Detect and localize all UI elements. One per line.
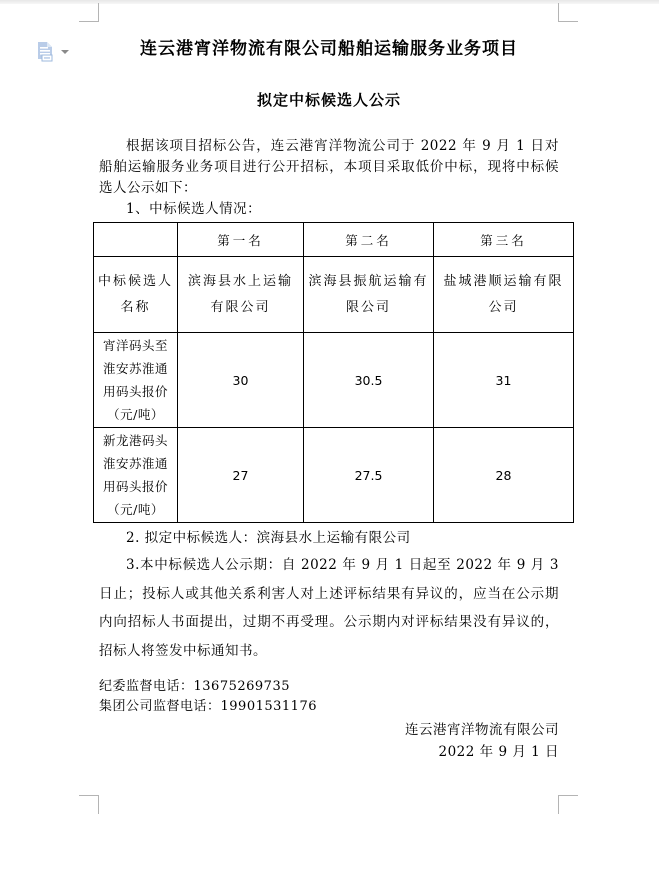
- header-cell-rank3: 第三名: [434, 223, 574, 257]
- row-label-candidate-name: 中标候选人名称: [94, 257, 178, 333]
- phone-group-line: 集团公司监督电话：19901531176: [99, 698, 317, 714]
- header-cell-rank1: 第一名: [178, 223, 304, 257]
- price-xiaoyang-1: 30: [178, 333, 304, 428]
- item1-heading: 1、中标候选人情况：: [126, 201, 262, 217]
- table-row-price-xiaoyang: [94, 333, 574, 428]
- price-xiaoyang-2: 30.5: [304, 333, 434, 428]
- price-xinlonggang-3: 28: [434, 428, 574, 523]
- phone-discipline-line: 纪委监督电话：13675269735: [99, 679, 290, 694]
- candidate-2-name: 滨海县振航运输有限公司: [304, 257, 434, 333]
- header-cell-blank: [94, 223, 178, 257]
- crop-mark-bottom-left: [79, 795, 99, 814]
- dropdown-arrow-icon[interactable]: [61, 50, 69, 54]
- row-label-xiaoyang-price: 宵洋码头至淮安苏淮通用码头报价（元/吨）: [94, 333, 178, 428]
- table-row-price-xinlonggang: [94, 428, 574, 523]
- crop-mark-top-right: [558, 3, 578, 22]
- price-xinlonggang-1: 27: [178, 428, 304, 523]
- candidate-3-name: 盐城港顺运输有限公司: [434, 257, 574, 333]
- row-label-xinlonggang-price: 新龙港码头淮安苏淮通用码头报价（元/吨）: [94, 428, 178, 523]
- crop-mark-top-left: [79, 3, 99, 22]
- paste-options-button[interactable]: [37, 41, 69, 66]
- item3-paragraph: 3.本中标候选人公示期：自 2022 年 9 月 1 日起至 2022 年 9 月 3 日止；投标人或其他关系利害人对上述评标结果有异议的，应当在公示期内向招标人书面提出，过期不再受理。公示期内对评标结果没有异议的，招标人将签发中标通知书。: [99, 557, 559, 659]
- table-row-names: [94, 257, 574, 333]
- price-xiaoyang-3: 31: [434, 333, 574, 428]
- crop-mark-bottom-right: [558, 795, 578, 814]
- price-xinlonggang-2: 27.5: [304, 428, 434, 523]
- item2-paragraph: 2. 拟定中标候选人：滨海县水上运输有限公司: [126, 530, 411, 546]
- header-cell-rank2: 第二名: [304, 223, 434, 257]
- document-content: [97, 0, 564, 763]
- intro-paragraph: 根据该项目招标公告，连云港宵洋物流公司于 2022 年 9 月 1 日对船舶运输服务业务项目进行公开招标，本项目采取低价中标，现将中标候选人公示如下：: [99, 138, 559, 196]
- table-header-row: [94, 223, 574, 257]
- document-subtitle: 拟定中标候选人公示: [256, 91, 401, 109]
- document-title: 连云港宵洋物流有限公司船舶运输服务业务项目: [140, 39, 518, 59]
- signature-company: 连云港宵洋物流有限公司: [405, 722, 559, 738]
- candidates-table: [93, 222, 574, 523]
- signature-date: 2022 年 9 月 1 日: [438, 744, 559, 760]
- paste-options-icon: [37, 41, 54, 66]
- candidate-1-name: 滨海县水上运输有限公司: [178, 257, 304, 333]
